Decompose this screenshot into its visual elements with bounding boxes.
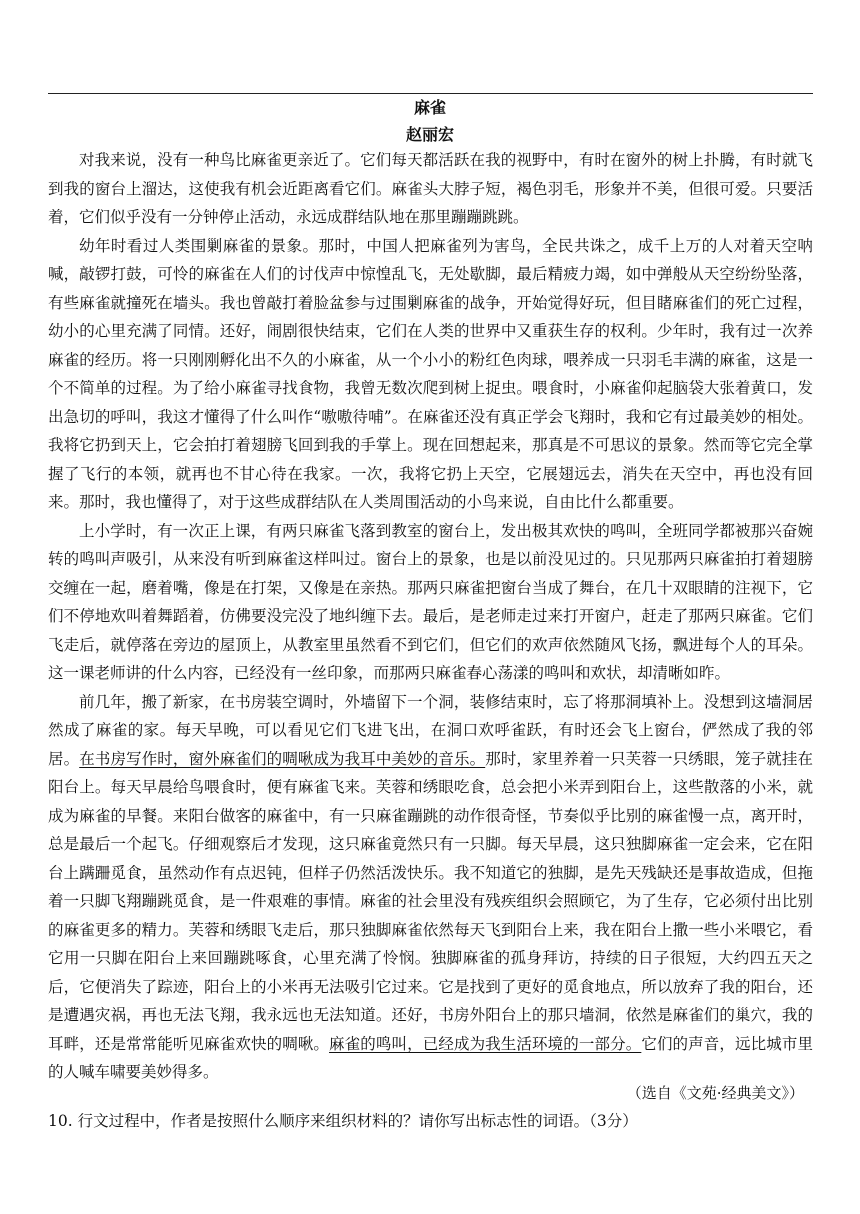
article-title: 麻雀 [413,98,446,117]
paragraph-text: 对我来说，没有一种鸟比麻雀更亲近了。它们每天都活跃在我的视野中，有时在窗外的树上扑腾，有时就飞到我的窗台上溜达，这使我有机会近距离看它们。麻雀头大脖子短，褐色羽毛，形象并不美，但很可爱。只要活着，它们似乎没有一分钟停止活动，永远成群结队地在那里蹦蹦跳跳。 [48,151,813,226]
article-body [48,146,813,1087]
paragraph-text: 那时，家里养着一只芙蓉一只绣眼，笼子就挂在阳台上。每天早晨给鸟喂食时，便有麻雀飞来。芙蓉和绣眼吃食，总会把小米弄到阳台上，这些散落的小米，就成为麻雀的早餐。来阳台做客的麻雀中，有一只麻雀蹦跳的动作很奇怪，节奏似乎比别的麻雀慢一点，离开时，总是最后一个起飞。仔细观察后才发现，这只麻雀竟然只有一只脚。每天早晨，这只独脚麻雀一定会来，它在阳台上蹒跚觅食，虽然动作有点迟钝，但样子仍然活泼快乐。我不知道它的独脚，是先天残缺还是事故造成，但拖着一只脚飞翔蹦跳觅食，是一件艰难的事情。麻雀的社会里没有残疾组织会照顾它，为了生存，它必须付出比别的麻雀更多的精力。芙蓉和绣眼飞走后，那只独脚麻雀依然每天飞到阳台上来，我在阳台上撒一些小米喂它，看它用一只脚在阳台上来回蹦跳啄食，心里充满了怜悯。独脚麻雀的孤身拜访，持续的日子很短，大约四五天之后，它便消失了踪迹，阳台上的小米再无法吸引它过来。它是找到了更好的觅食地点，所以放弃了我的阳台，还是遭遇灾祸，再也无法飞翔，我永远也无法知道。还好，书房外阳台上的那只墙洞，依然是麻雀们的巢穴，我的耳畔，还是常常能听见麻雀欢快的啁啾。 [48,749,813,1053]
paragraph-1 [48,146,813,232]
article-author: 赵丽宏 [405,125,454,144]
paragraph-text: 前几年，搬了新家，在书房装空调时，外墙留下一个洞，装修结束时，忘了将那洞填补上。没想到这墙洞居然成了麻雀的家。每天早晚，可以看见它们飞进飞出，在洞口欢呼雀跃，有时还会飞上窗台，俨然成了我的邻居。 [48,692,813,768]
underlined-sentence-1: 在书房写作时，窗外麻雀们的啁啾成为我耳中美妙的音乐。 [79,749,486,768]
paragraph-4 [48,688,813,1087]
paragraph-2 [48,232,813,517]
top-rule [48,93,813,94]
paragraph-text: 幼年时看过人类围剿麻雀的景象。那时，中国人把麻雀列为害鸟，全民共诛之，成千上万的人对着天空呐喊，敲锣打鼓，可怜的麻雀在人们的讨伐声中惊惶乱飞，无处歇脚，最后精疲力竭，如中弹般从天空纷纷坠落，有些麻雀就撞死在墙头。我也曾敲打着脸盆参与过围剿麻雀的战争，开始觉得好玩，但目睹麻雀们的死亡过程，幼小的心里充满了同情。还好，闹剧很快结束，它们在人类的世界中又重获生存的权利。少年时，我有过一次养麻雀的经历。将一只刚刚孵化出不久的小麻雀，从一个小小的粉红色肉球，喂养成一只羽毛丰满的麻雀，这是一个不简单的过程。为了给小麻雀寻找食物，我曾无数次爬到树上捉虫。喂食时，小麻雀仰起脑袋大张着黄口，发出急切的呼叫，我这才懂得了什么叫作“嗷嗷待哺”。在麻雀还没有真正学会飞翔时，我和它有过最美妙的相处。我将它扔到天上，它会拍打着翅膀飞回到我的手掌上。现在回想起来，那真是不可思议的景象。然而等它完全掌握了飞行的本领，就再也不甘心待在我家。一次，我将它扔上天空，它展翅远去，消失在天空中，再也没有回来。那时，我也懂得了，对于这些成群结队在人类周围活动的小鸟来说，自由比什么都重要。 [48,236,813,511]
paragraph-text: 它们的声音，远比城市里的人喊车啸要美妙得多。 [48,1034,813,1081]
question-10: 10. 行文过程中，作者是按照什么顺序来组织材料的？请你写出标志性的词语。（3分） [48,1112,638,1130]
paragraph-text: 上小学时，有一次正上课，有两只麻雀飞落到教室的窗台上，发出极其欢快的鸣叫，全班同学都被那兴奋婉转的鸣叫声吸引，从来没有听到麻雀这样叫过。窗台上的景象，也是以前没见过的。只见那两只麻雀拍打着翅膀交缠在一起，磨着嘴，像是在打架，又像是在亲热。那两只麻雀把窗台当成了舞台，在几十双眼睛的注视下，它们不停地欢叫着舞蹈着，仿佛要没完没了地纠缠下去。最后，是老师走过来打开窗户，赶走了那两只麻雀。它们飞走后，就停落在旁边的屋顶上，从教室里虽然看不到它们，但它们的欢声依然随风飞扬，飘进每个人的耳朵。这一课老师讲的什么内容，已经没有一丝印象，而那两只麻雀春心荡漾的鸣叫和欢状，却清晰如昨。 [48,521,813,682]
paragraph-3 [48,517,813,688]
source-citation: （选自《文苑·经典美文》） [626,1084,804,1102]
underlined-sentence-2: 麻雀的鸣叫，已经成为我生活环境的一部分。 [329,1034,642,1053]
